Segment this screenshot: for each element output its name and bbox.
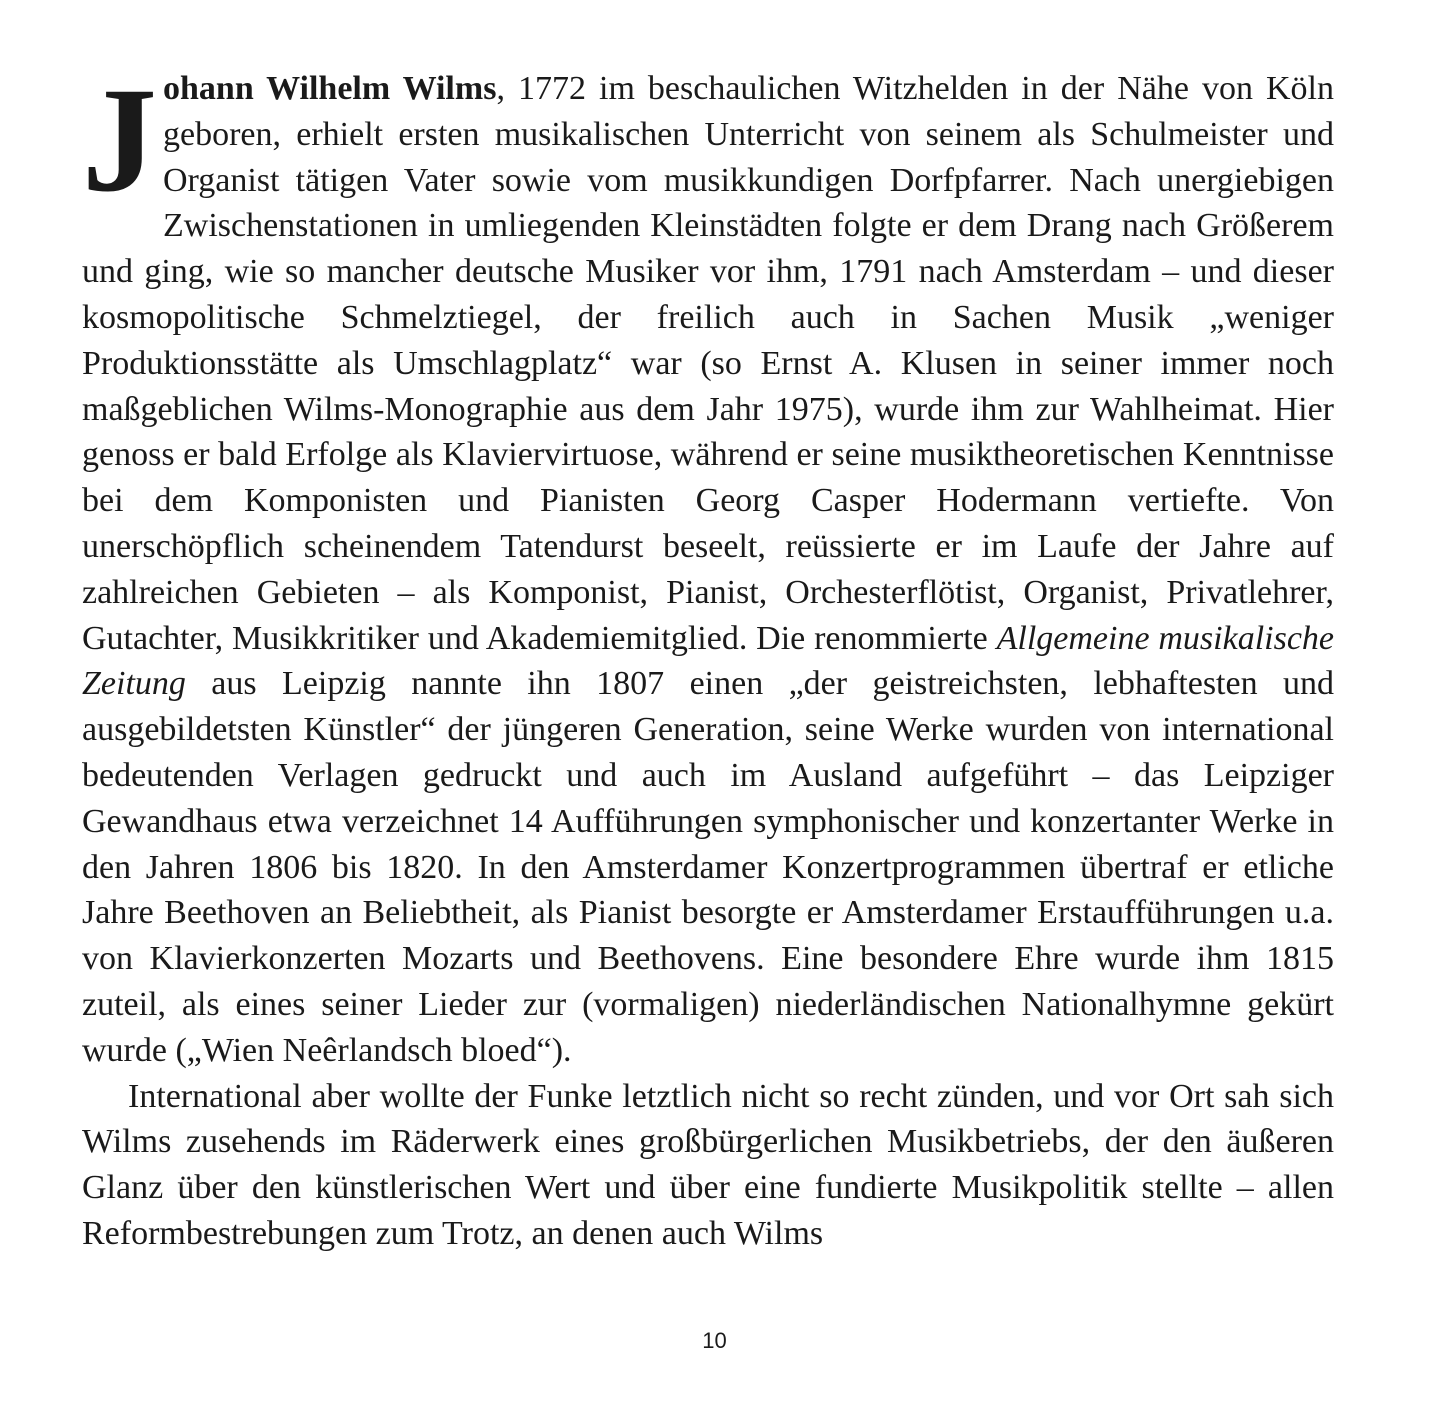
paragraph-1 [82, 57, 1335, 1074]
article-body [82, 57, 1335, 1257]
paragraph-2: International aber wollte der Funke letztlich nicht so recht zünden, und vor Ort sah sich Wilms zusehends im Räderwerk eines großbürgerlichen Musikbetriebs, der den äußeren Glanz über den künstlerischen Wert und über eine fundierte Musikpolitik stellte – allen Reformbestrebungen zum Trotz, an denen auch Wilms [82, 1077, 1334, 1252]
paragraph-1-text-b: aus Leipzig nannte ihn 1807 einen „der geistreichsten, lebhaftesten und ausgebildetsten Künstler“ der jüngeren Generation, seine Werke wurden von international bedeutenden Verlagen gedruckt und auch im Ausland aufgeführt – das Leipziger Gewandhaus etwa verzeichnet 14 Aufführungen symphonischer und konzertanter Werke in den Jahren 1806 bis 1820. In den Amsterdamer Konzertprogrammen übertraf er etliche Jahre Beethoven an Beliebtheit, als Pianist besorgte er Amsterdamer Erstaufführungen u.a. von Klavierkonzerten Mozarts und Beethovens. Eine besondere Ehre wurde ihm 1815 zuteil, als eines seiner Lieder zur (vormaligen) niederländischen Nationalhymne gekürt wurde („Wien Neêrlandsch bloed“). [82, 665, 1334, 1069]
page-number: 10 [702, 1328, 727, 1353]
journal-title: Allgemeine musikalische Zeitung [82, 619, 1335, 703]
composer-name: ohann Wilhelm Wilms [163, 70, 497, 107]
paragraph-1-text-a: , 1772 im beschaulichen Witzhelden in der Nähe von Köln geboren, erhielt ersten musikalischen Unterricht von seinem als Schulmeister und Organist tätigen Vater sowie vom musikkundigen Dorfpfarrer. Nach unergiebigen Zwischenstationen in umliegenden Kleinstädten folgte er dem Drang nach Größerem und ging, wie so mancher deutsche Musiker vor ihm, 1791 nach Amsterdam – und dieser kosmopolitische Schmelztiegel, der freilich auch in Sachen Musik „weniger Produktionsstätte als Umschlagplatz“ war (so Ernst A. Klusen in seiner immer noch maßgeblichen Wilms-Monographie aus dem Jahr 1975), wurde ihm zur Wahlheimat. Hier genoss er bald Erfolge als Klaviervirtuose, während er seine musiktheoretischen Kenntnisse bei dem Komponisten und Pianisten Georg Casper Hodermann vertiefte. Von unerschöpflich scheinendem Tatendurst beseelt, reüssierte er im Laufe der Jahre auf zahlreichen Gebieten – als Komponist, Pianist, Orchesterflötist, Organist, Privatlehrer, Gutachter, Musikkritiker und Akademiemitglied. Die renommierte [82, 70, 1334, 657]
drop-cap: J [82, 57, 157, 223]
